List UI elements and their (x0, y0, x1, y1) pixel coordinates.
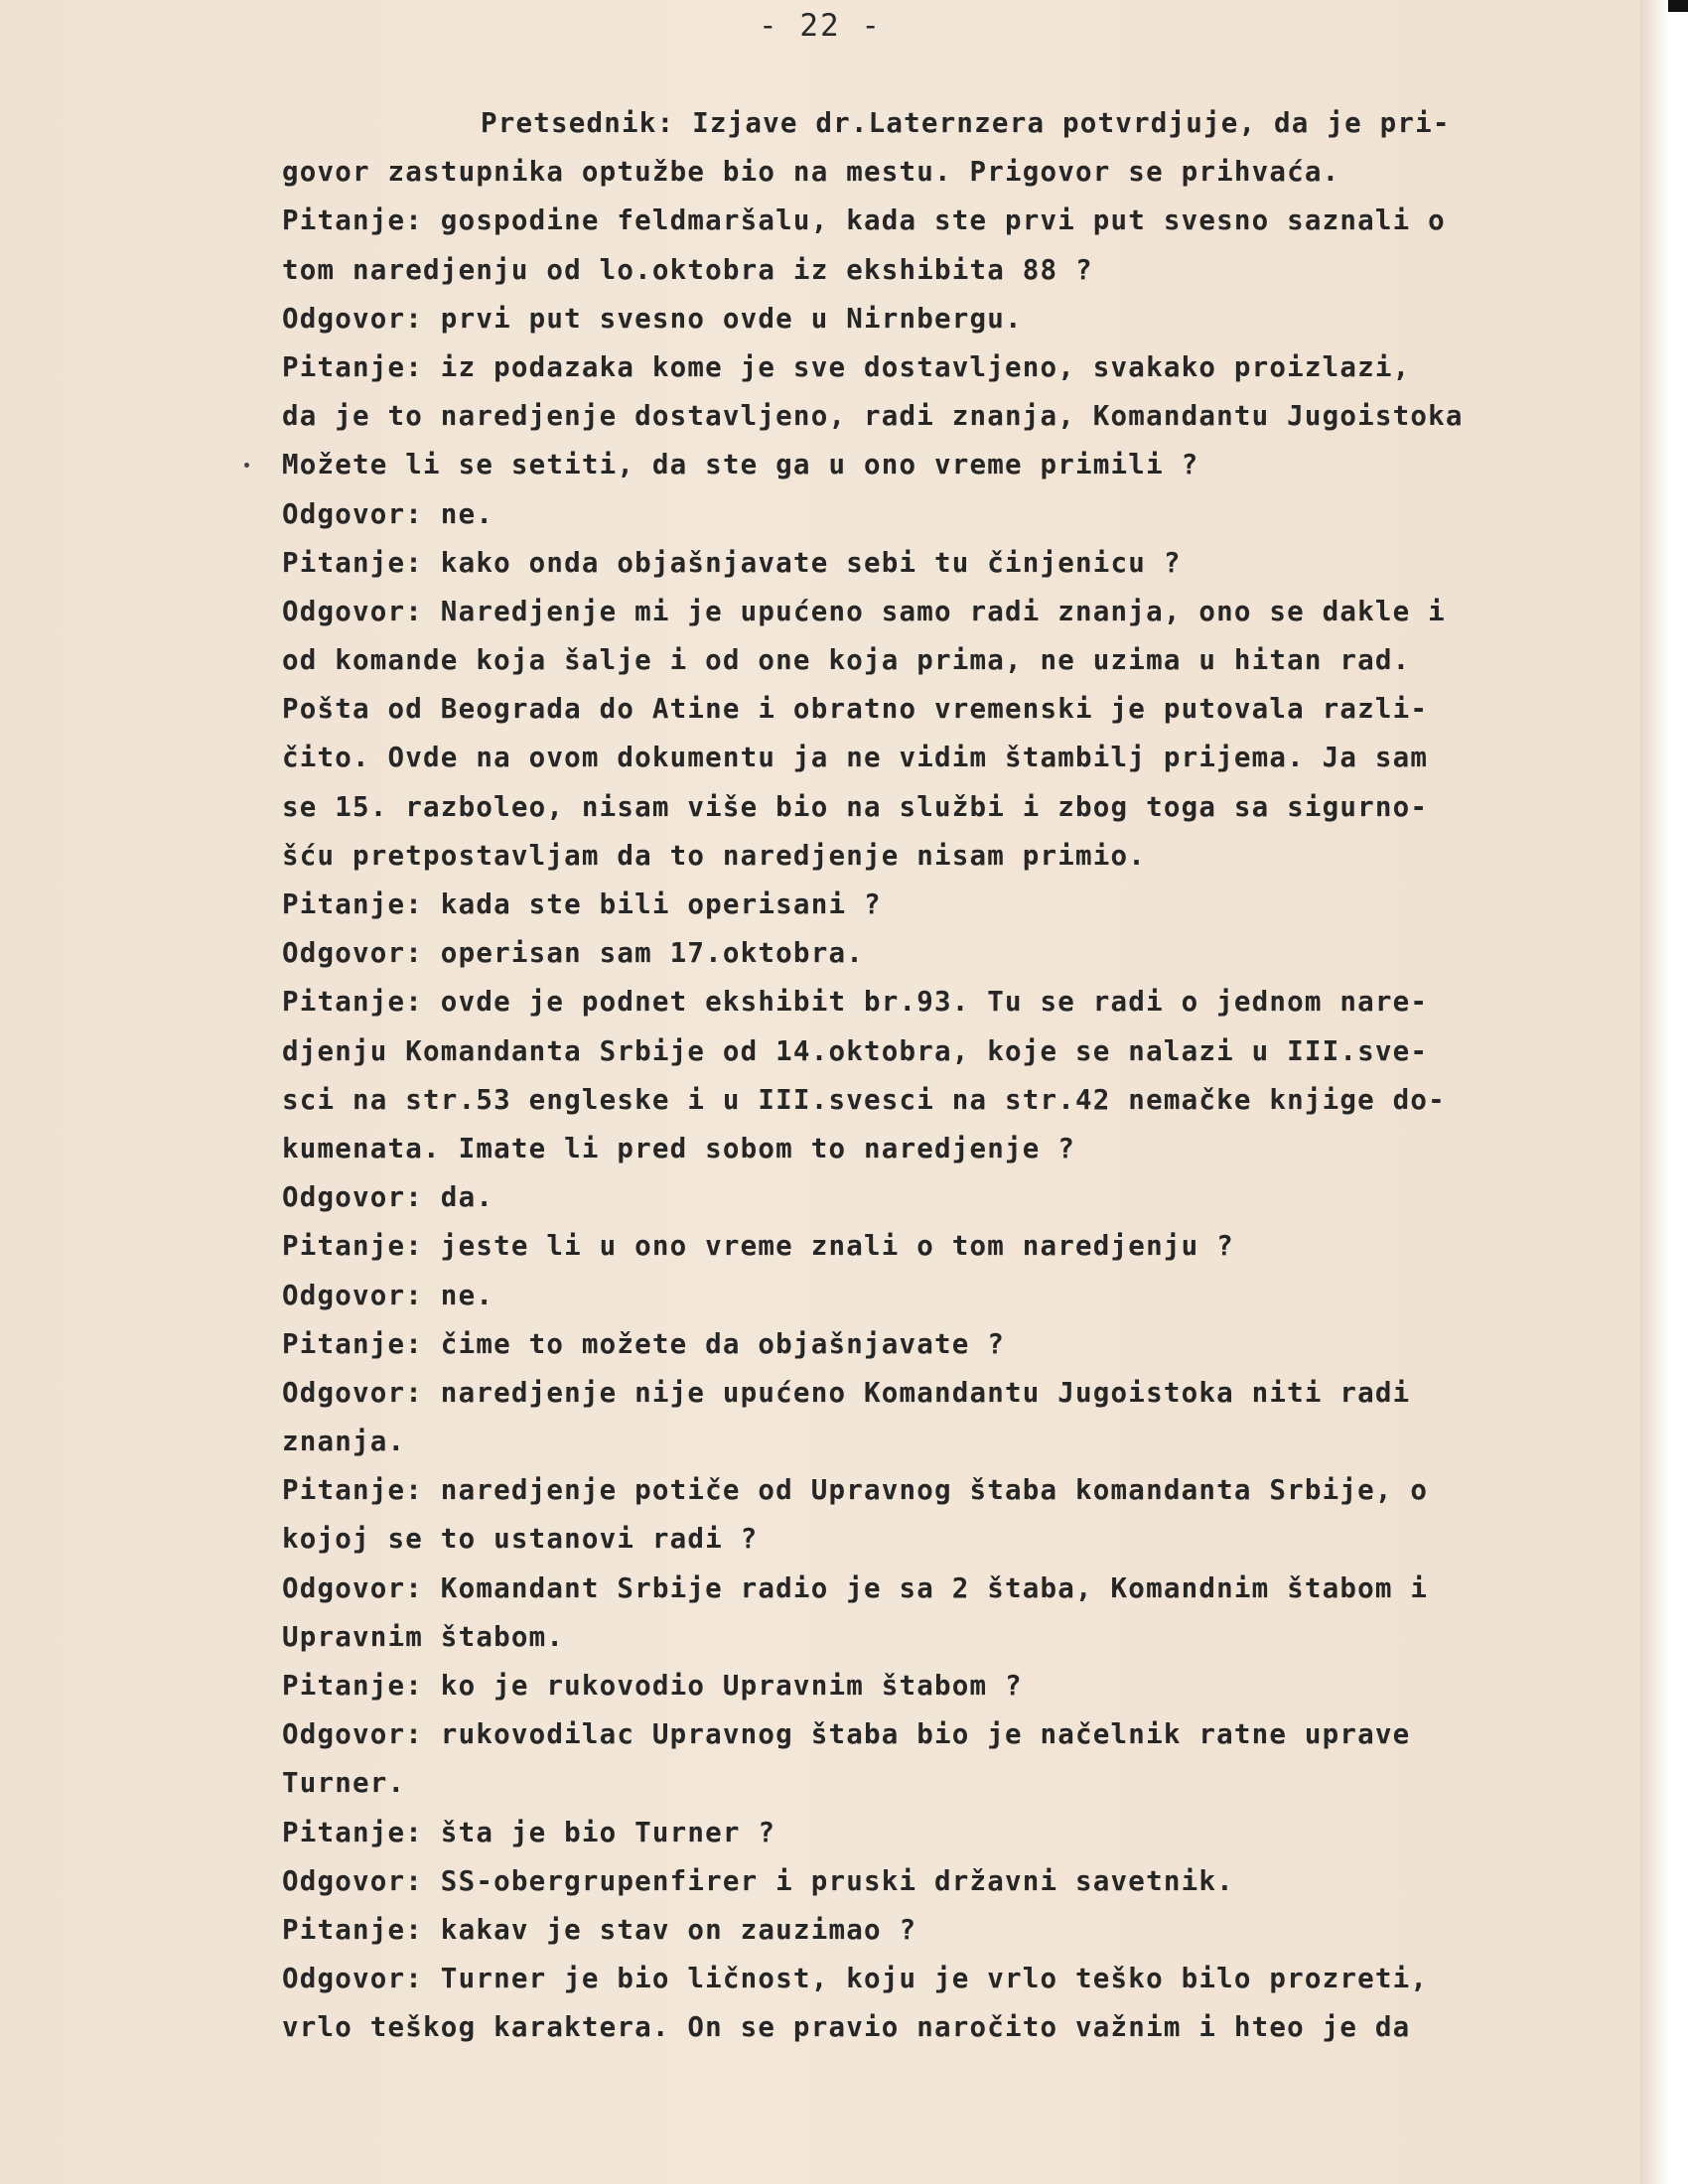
text-line: Odgovor: rukovodilac Upravnog štaba bio je načelnik ratne uprave (282, 1718, 1411, 1751)
text-line: Odgovor: da. (282, 1181, 494, 1214)
text-line: Odgovor: operisan sam 17.oktobra. (282, 937, 864, 970)
text-line: Odgovor: Turner je bio ličnost, koju je vrlo teško bilo prozreti, (282, 1963, 1429, 1995)
text-line: znanja. (282, 1426, 406, 1458)
text-line: Pitanje: kakav je stav on zauzimao ? (282, 1913, 917, 1946)
text-line: Odgovor: naredjenje nije upućeno Komandantu Jugoistoka niti radi (282, 1376, 1411, 1409)
text-line: Pitanje: ko je rukovodio Upravnim štabom ? (282, 1670, 1023, 1702)
text-line: da je to naredjenje dostavljeno, radi znanja, Komandantu Jugoistoka (282, 400, 1464, 433)
text-line: vrlo teškog karaktera. On se pravio naročito važnim i hteo je da (282, 2011, 1411, 2044)
text-line: djenju Komandanta Srbije od 14.oktobra, koje se nalazi u III.sve- (282, 1034, 1429, 1067)
text-line: govor zastupnika optužbe bio na mestu. Prigovor se prihvaća. (282, 156, 1340, 189)
text-line: se 15. razboleo, nisam više bio na službi i zbog toga sa sigurno- (282, 790, 1429, 823)
text-line: Pitanje: ovde je podnet ekshibit br.93. Tu se radi o jednom nare- (282, 986, 1429, 1019)
text-line: Pretsednik: Izjave dr.Laternzera potvrdjuje, da je pri- (481, 107, 1451, 139)
text-line: Pitanje: iz podazaka kome je sve dostavljeno, svakako proizlazi, (282, 350, 1411, 383)
scan-corner-mark (1668, 0, 1688, 12)
text-line: Možete li se setiti, da ste ga u ono vreme primili ? (282, 449, 1199, 481)
text-line: tom naredjenju od lo.oktobra iz ekshibita 88 ? (282, 253, 1093, 286)
text-line: Odgovor: prvi put svesno ovde u Nirnbergu. (282, 302, 1023, 335)
transcript-body (282, 99, 1640, 2053)
margin-dot-mark (244, 463, 249, 468)
text-line: Pitanje: naredjenje potiče od Upravnog štaba komandanta Srbije, o (282, 1474, 1429, 1507)
text-line: Pitanje: šta je bio Turner ? (282, 1816, 776, 1848)
text-line: Turner. (282, 1767, 406, 1800)
text-line: kojoj se to ustanovi radi ? (282, 1523, 759, 1556)
text-line: sci na str.53 engleske i u III.svesci na str.42 nemačke knjige do- (282, 1083, 1446, 1116)
text-line: Pitanje: kada ste bili operisani ? (282, 888, 882, 920)
text-line: Pošta od Beograda do Atine i obratno vremenski je putovala razli- (282, 693, 1429, 726)
text-line: Pitanje: gospodine feldmaršalu, kada ste prvi put svesno saznali o (282, 205, 1446, 237)
text-line: Odgovor: Komandant Srbije radio je sa 2 štaba, Komandnim štabom i (282, 1571, 1429, 1604)
text-line: od komande koja šalje i od one koja prima, ne uzima u hitan rad. (282, 644, 1411, 677)
text-line: Pitanje: kako onda objašnjavate sebi tu činjenicu ? (282, 546, 1182, 579)
text-line: Odgovor: Naredjenje mi je upućeno samo radi znanja, ono se dakle i (282, 595, 1446, 627)
page-edge-shadow (1640, 0, 1670, 2184)
text-line: Upravnim štabom. (282, 1620, 565, 1653)
text-line: Pitanje: jeste li u ono vreme znali o tom naredjenju ? (282, 1230, 1234, 1263)
text-line: kumenata. Imate li pred sobom to naredjenje ? (282, 1132, 1076, 1164)
text-line: čito. Ovde na ovom dokumentu ja ne vidim štambilj prijema. Ja sam (282, 742, 1429, 774)
text-line: Pitanje: čime to možete da objašnjavate ? (282, 1327, 1006, 1360)
text-line: Odgovor: SS-obergrupenfirer i pruski državni savetnik. (282, 1864, 1234, 1897)
text-line: Odgovor: ne. (282, 497, 494, 530)
text-line: šću pretpostavljam da to naredjenje nisam primio. (282, 839, 1147, 872)
page-number: - 22 - (759, 8, 882, 44)
text-line: Odgovor: ne. (282, 1279, 494, 1311)
